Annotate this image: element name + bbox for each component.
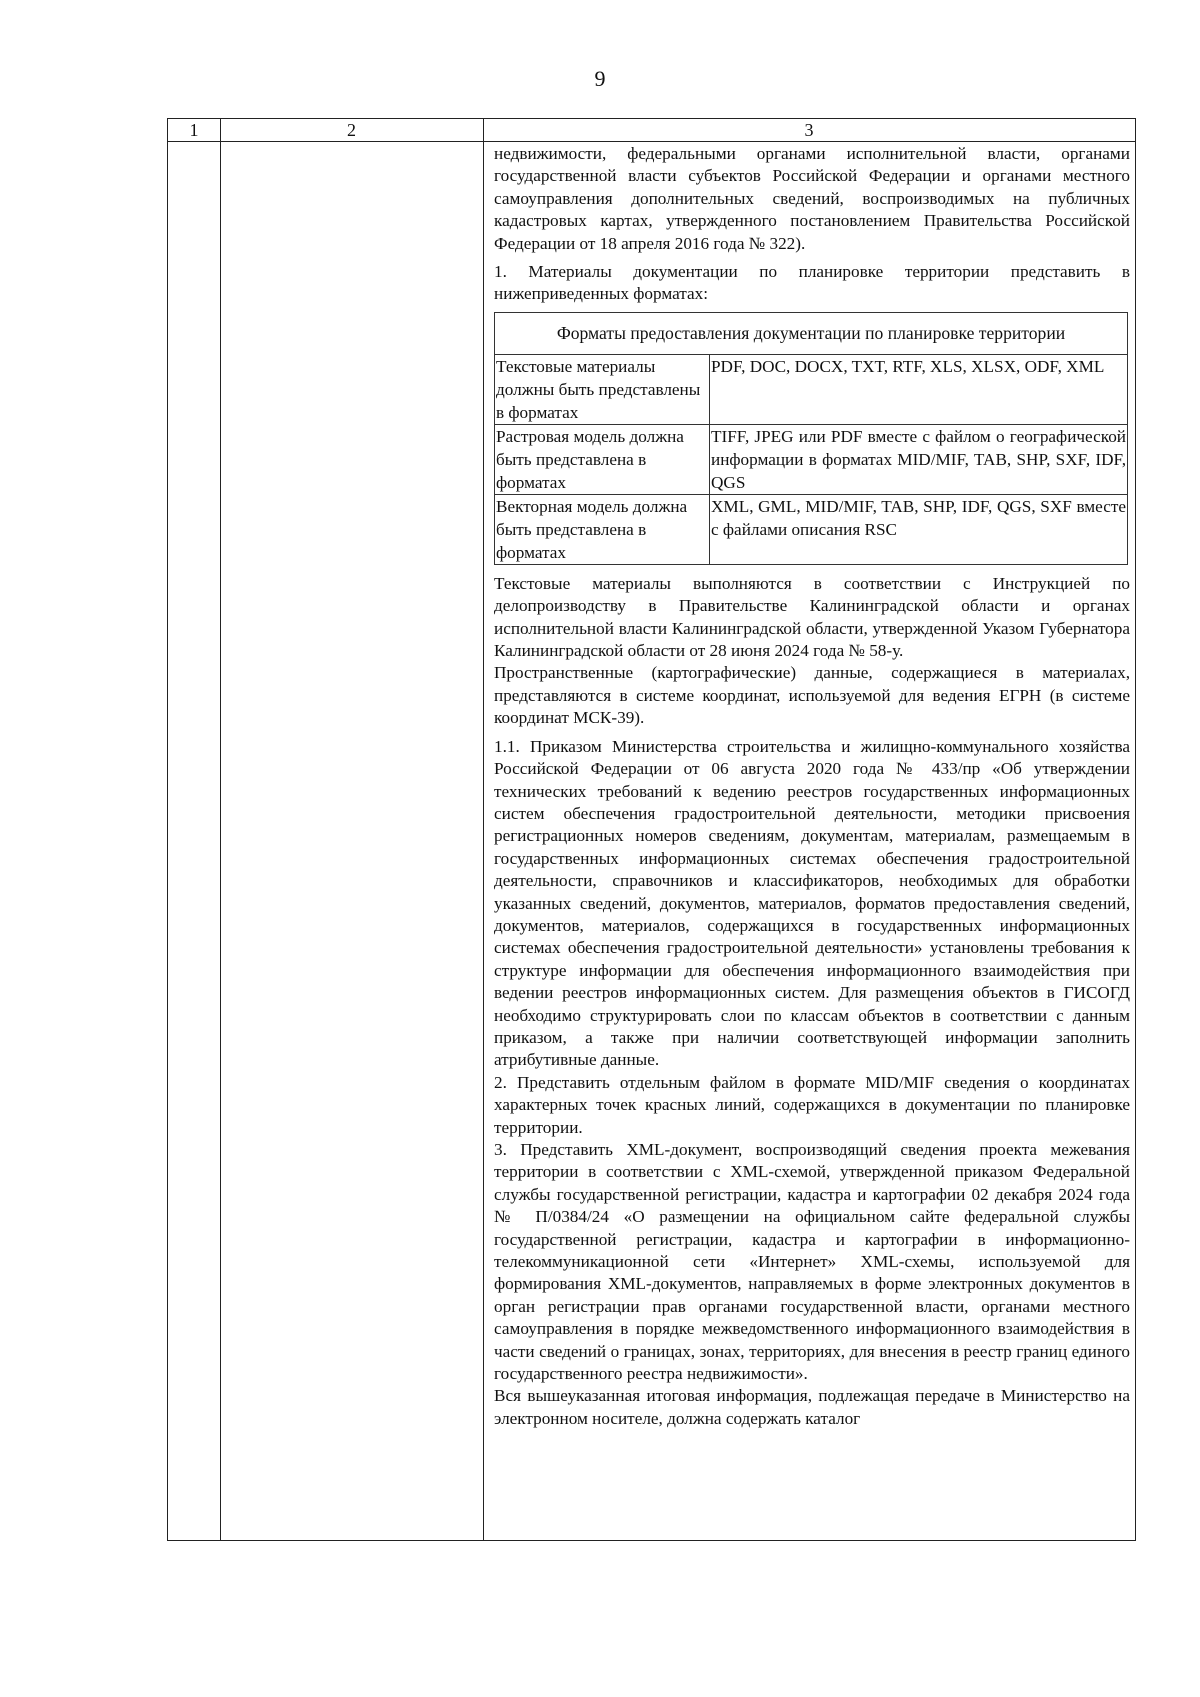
formats-row-label: Текстовые материалы должны быть представлены в форматах <box>495 354 710 424</box>
formats-row-value: PDF, DOC, DOCX, TXT, RTF, XLS, XLSX, ODF, XML <box>710 354 1128 424</box>
formats-row-raster <box>495 424 1128 494</box>
formats-table <box>494 312 1128 565</box>
paragraph-intro: недвижимости, федеральными органами исполнительной власти, органами государственной власти субъектов Российской Федерации и органами местного самоуправления дополнительных сведений, воспроизводимых на публичных кадастровых картах, утвержденного постановлением Правительства Российской Федерации от 18 апреля 2016 года № 322). <box>494 144 1130 253</box>
paragraph-2: 2. Представить отдельным файлом в формате MID/MIF сведения о координатах характерных точек красных линий, содержащихся в документации по планировке территории. <box>494 1072 1130 1137</box>
header-col-2: 2 <box>347 120 356 140</box>
paragraph-spatial-data: Пространственные (картографические) данные, содержащиеся в материалах, представляются в системе координат, используемой для ведения ЕГРН (в системе координат МСК-39). <box>494 663 1130 728</box>
paragraph-1-1: 1.1. Приказом Министерства строительства и жилищно-коммунального хозяйства Российской Федерации от 06 августа 2020 года № 433/пр «Об утверждении технических требований к ведению реестров государственных информационных систем обеспечения градостроительной деятельности, методики присвоения регистрационных номеров сведениям, документам, материалам, размещаемым в государственных информационных системах обеспечения градостроительной деятельности, справочников и классификаторов, необходимых для обработки указанных сведений, документов, материалов, форматов предоставления сведений, документов, материалов, содержащихся в государственных информационных системах обеспечения градостроительной деятельности» установлены требования к структуре информации для обеспечения информационного взаимодействия при ведении реестров информационных систем. Для размещения объектов в ГИСОГД необходимо структурировать слои по классам объектов в соответствии с данным приказом, а также при наличии соответствующей информации заполнить атрибутивные данные. <box>494 736 1130 1070</box>
header-col-3: 3 <box>804 120 814 140</box>
page-number: 9 <box>594 66 606 91</box>
formats-row-vector <box>495 494 1128 564</box>
formats-row-text <box>495 354 1128 424</box>
paragraph-3: 3. Представить XML-документ, воспроизводящий сведения проекта межевания территории в соответствии с XML-схемой, утвержденной приказом Федеральной службы государственной регистрации, кадастра и картографии 02 декабря 2024 года № П/0384/24 «О размещении на официальном сайте федеральной службы государственной регистрации, кадастра и картографии в информационно-телекоммуникационной сети «Интернет» XML-схемы, используемой для формирования XML-документов, направляемых в форме электронных документов в орган регистрации прав органами государственной власти, органами местного самоуправления в порядке межведомственного информационного взаимодействия в части сведений о границах, зонах, территориях, для внесения в реестр границ единого государственного реестра недвижимости». <box>494 1140 1130 1384</box>
paragraph-final: Вся вышеуказанная итоговая информация, подлежащая передаче в Министерство на электронном носителе, должна содержать каталог <box>494 1386 1130 1428</box>
column-divider-1 <box>220 119 221 1540</box>
paragraph-materials: 1. Материалы документации по планировке территории представить в нижеприведенных форматах: <box>494 262 1130 304</box>
formats-row-value: TIFF, JPEG или PDF вместе с файлом о географической информации в форматах MID/MIF, TAB, SHP, SXF, IDF, QGS <box>710 424 1128 494</box>
formats-row-label: Векторная модель должна быть представлена в форматах <box>495 494 710 564</box>
column-3-content <box>494 143 1130 1430</box>
paragraph-text-materials: Текстовые материалы выполняются в соответствии с Инструкцией по делопроизводству в Правительстве Калининградской области и органах исполнительной власти Калининградской области, утвержденной Указом Губернатора Калининградской области от 28 июня 2024 года № 58-у. <box>494 573 1130 661</box>
formats-row-value: XML, GML, MID/MIF, TAB, SHP, IDF, QGS, SXF вместе с файлами описания RSC <box>710 494 1128 564</box>
formats-row-label: Растровая модель должна быть представлена в форматах <box>495 424 710 494</box>
header-col-1: 1 <box>189 120 199 140</box>
column-divider-2 <box>483 119 484 1540</box>
main-table <box>167 118 1136 1541</box>
formats-table-title: Форматы предоставления документации по планировке территории <box>495 312 1128 354</box>
header-divider <box>168 141 1135 142</box>
